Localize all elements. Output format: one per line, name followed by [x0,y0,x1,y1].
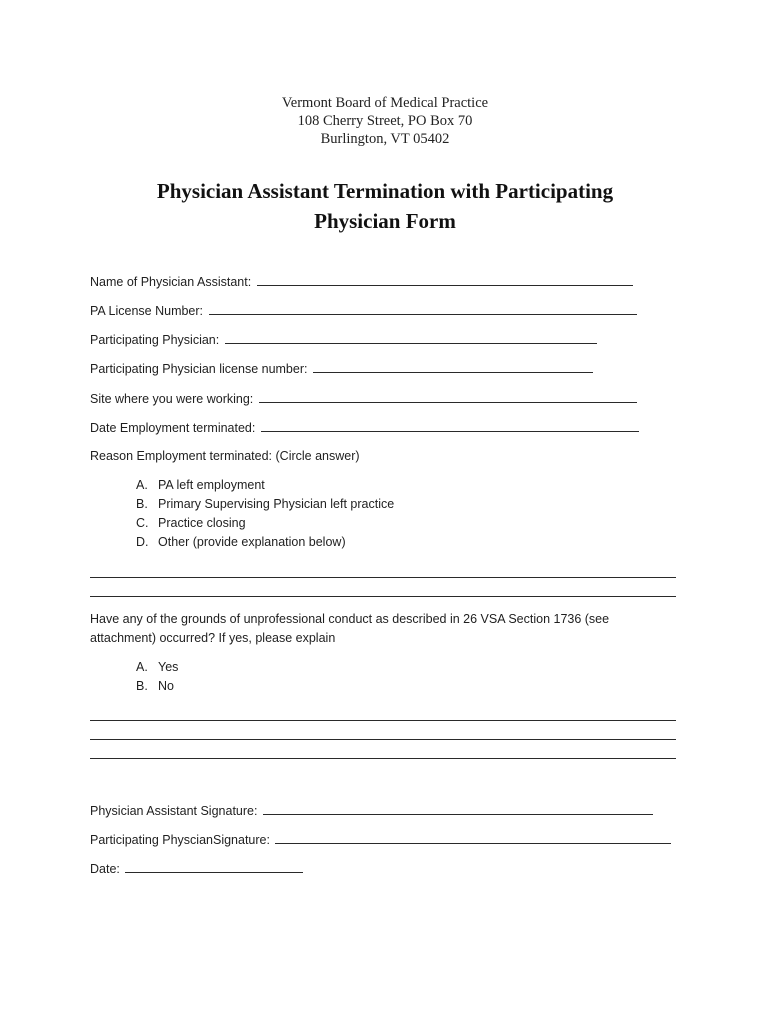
reason-prompt: Reason Employment terminated: (Circle answer) [90,449,360,463]
pa-signature-field[interactable] [263,802,653,815]
reason-option-a[interactable] [136,477,265,493]
participating-physician-field[interactable] [225,331,597,344]
physician-signature-row [90,831,671,848]
reason-option-c-letter: C. [136,516,149,530]
board-address-header [0,94,770,148]
pa-name-label: Name of Physician Assistant: [90,275,252,289]
date-row [90,860,303,877]
pa-signature-row [90,802,653,819]
pa-license-label: PA License Number: [90,304,204,318]
participating-physician-row [90,331,597,348]
site-row [90,390,637,407]
board-street: 108 Cherry Street, PO Box 70 [297,113,473,129]
reason-option-b-text: Primary Supervising Physician left practice [158,497,395,511]
form-title [0,176,770,236]
conduct-explanation-line-3[interactable] [90,758,676,759]
reason-option-c-text: Practice closing [158,516,246,530]
reason-explanation-line-2[interactable] [90,596,676,597]
reason-option-d[interactable] [136,534,346,550]
conduct-option-no-letter: B. [136,679,148,693]
reason-option-b-letter: B. [136,497,148,511]
physician-signature-label: Participating PhyscianSignature: [90,833,270,847]
date-terminated-row [90,419,639,436]
form-title-line2: Physician Form [314,209,456,233]
physician-signature-field[interactable] [275,831,671,844]
date-label: Date: [90,862,120,876]
reason-option-d-text: Other (provide explanation below) [158,535,346,549]
reason-explanation-line-1[interactable] [90,577,676,578]
conduct-explanation-line-1[interactable] [90,720,676,721]
reason-option-c[interactable] [136,515,246,531]
conduct-option-no-text: No [158,679,174,693]
board-name: Vermont Board of Medical Practice [281,95,489,111]
date-terminated-field[interactable] [261,419,639,432]
conduct-question: Have any of the grounds of unprofessional conduct as described in 26 VSA Section 1736 (see attachment) occurred? If yes, please explain [90,612,610,645]
site-label: Site where you were working: [90,392,254,406]
participating-physician-label: Participating Physician: [90,333,220,347]
pa-signature-label: Physician Assistant Signature: [90,804,258,818]
form-title-line1: Physician Assistant Termination with Participating [156,179,614,203]
reason-option-a-text: PA left employment [158,478,265,492]
conduct-explanation-line-2[interactable] [90,739,676,740]
physician-license-row [90,360,593,377]
date-terminated-label: Date Employment terminated: [90,421,256,435]
reason-option-b[interactable] [136,496,394,512]
pa-license-row [90,302,637,319]
pa-license-field[interactable] [209,302,637,315]
pa-name-field[interactable] [257,273,633,286]
board-city: Burlington, VT 05402 [320,131,450,147]
reason-option-d-letter: D. [136,535,149,549]
conduct-option-yes-text: Yes [158,660,179,674]
conduct-option-yes[interactable] [136,659,178,675]
conduct-option-no[interactable] [136,678,174,694]
pa-name-row [90,273,633,290]
site-field[interactable] [259,390,637,403]
reason-option-a-letter: A. [136,478,148,492]
date-field[interactable] [125,860,303,873]
conduct-option-yes-letter: A. [136,660,148,674]
physician-license-field[interactable] [313,360,593,373]
physician-license-label: Participating Physician license number: [90,362,308,376]
